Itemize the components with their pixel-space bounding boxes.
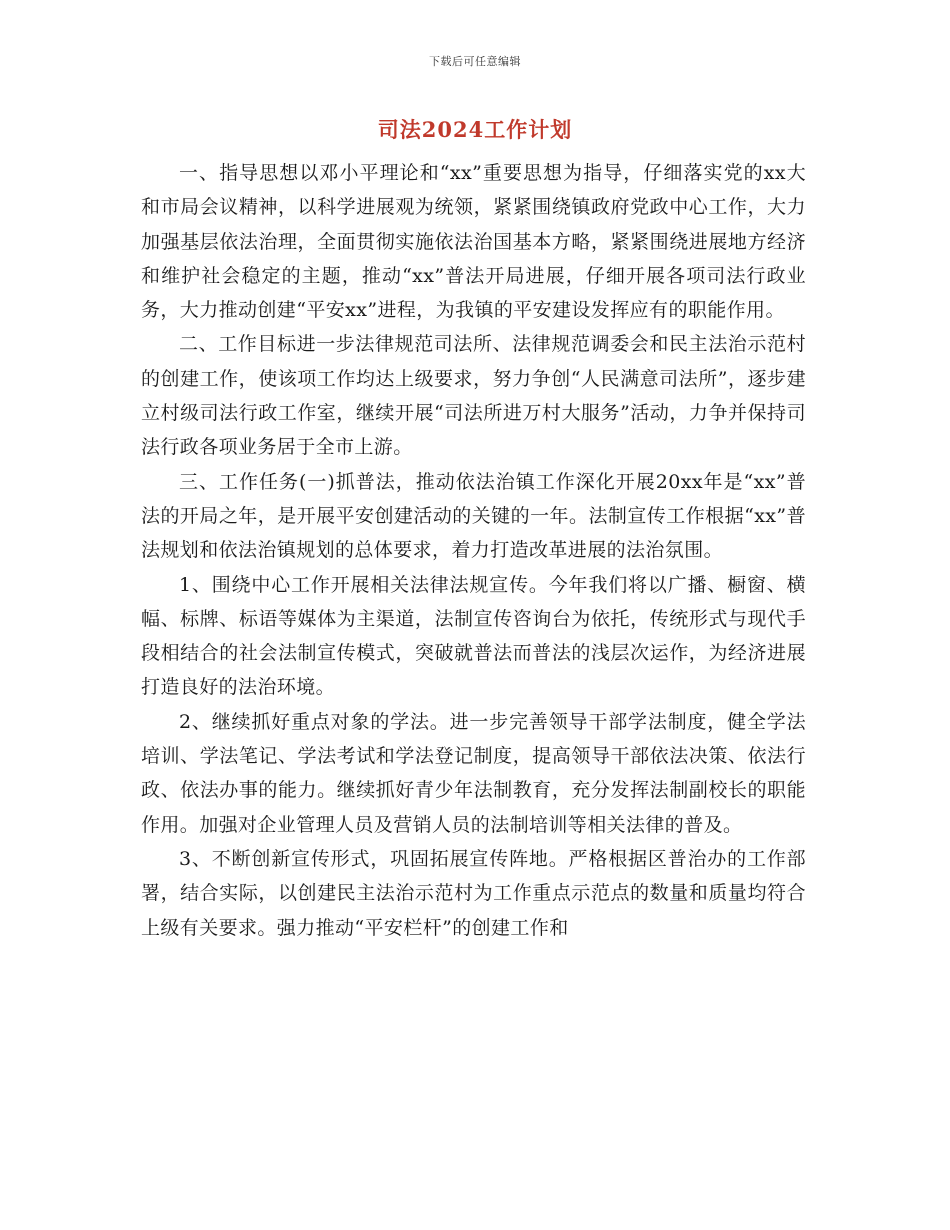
paragraph-task-1: 1、围绕中心工作开展相关法律法规宣传。今年我们将以广播、橱窗、横幅、标牌、标语等媒体为主渠道，法制宣传咨询台为依托，传统形式与现代手段相结合的社会法制宣传模式，突破就普法而普法的浅层次运作，为经济进展打造良好的法治环境。 — [141, 573, 806, 699]
paragraph-task-3: 3、不断创新宣传形式，巩固拓展宣传阵地。严格根据区普治办的工作部署，结合实际，以创建民主法治示范村为工作重点示范点的数量和质量均符合上级有关要求。强力推动“平安栏杆”的创建工作和 — [141, 847, 806, 939]
paragraph-task-2: 2、继续抓好重点对象的学法。进一步完善领导干部学法制度，健全学法培训、学法笔记、学法考试和学法登记制度，提高领导干部依法决策、依法行政、依法办事的能力。继续抓好青少年法制教育，充分发挥法制副校长的职能作用。加强对企业管理人员及营销人员的法制培训等相关法律的普及。 — [141, 710, 806, 836]
paragraph-guiding-ideology: 一、指导思想以邓小平理论和“xx”重要思想为指导，仔细落实党的xx大和市局会议精神，以科学进展观为统领，紧紧围绕镇政府党政中心工作，大力加强基层依法治理，全面贯彻实施依法治国基本方略，紧紧围绕进展地方经济和维护社会稳定的主题，推动“xx”普法开局进展，仔细开展各项司法行政业务，大力推动创建“平安xx”进程，为我镇的平安建设发挥应有的职能作用。 — [141, 162, 806, 322]
document-body — [141, 156, 806, 945]
paragraph-work-tasks: 三、工作任务(一)抓普法，推动依法治镇工作深化开展20xx年是“xx”普法的开局之年，是开展平安创建活动的关键的一年。法制宣传工作根据“xx”普法规划和依法治镇规划的总体要求，着力打造改革进展的法治氛围。 — [141, 470, 806, 562]
document-title: 司法2024工作计划 — [377, 117, 573, 142]
paragraph-work-goals: 二、工作目标进一步法律规范司法所、法律规范调委会和民主法治示范村的创建工作，使该项工作均达上级要求，努力争创“人民满意司法所”，逐步建立村级司法行政工作室，继续开展“司法所进万村大服务”活动，力争并保持司法行政各项业务居于全市上游。 — [141, 333, 806, 459]
header-note: 下载后可任意编辑 — [429, 55, 521, 68]
